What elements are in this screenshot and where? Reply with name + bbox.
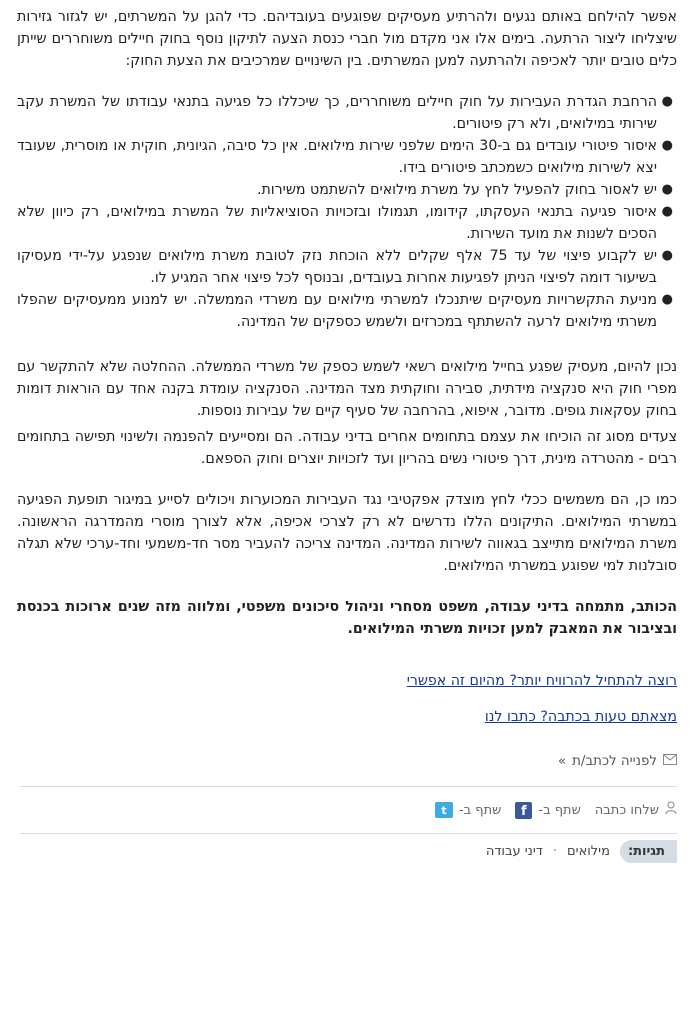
bullet-icon: ● — [661, 248, 673, 263]
author-bio: הכותב, מתמחה בדיני עבודה, משפט מסחרי וניהול סיכונים משפטי, ומלווה מזה שנים ארוכות בכנסת ובציבור את המאבק למען זכויות משרתי המילואים. — [17, 599, 677, 637]
share-twitter-label: שתף ב- — [458, 802, 502, 818]
send-article-button[interactable] — [595, 801, 677, 819]
tags-label: תגיות: — [620, 840, 677, 863]
share-bar — [17, 787, 677, 833]
bullet-icon: ● — [661, 182, 673, 197]
bullet-icon: ● — [661, 292, 673, 307]
send-article-label: שלחו כתבה — [594, 802, 659, 818]
tags-bar — [17, 834, 677, 868]
paragraph-precedent: צעדים מסוג זה הוכיחו את עצמם בתחומים אחרים בדיני עבודה. הם ומסייעים להפנמה ולשינוי תפישה בתחומים רבים - מהטרדה מינית, דרך פיטורי נשים בהריון ועד לזכויות יוצרים וחוק הספאם. — [17, 429, 677, 467]
list-item: ● איסור פיטורי עובדים גם ב-30 הימים שלפני שירות מילואים. אין כל סיבה, הגיונית, חוקית או מוסרית, שעובד יצא לשירות מילואים כשמכתב פיטורים בידו. — [17, 135, 677, 179]
tag-link[interactable]: דיני עבודה — [485, 843, 543, 859]
person-icon — [665, 801, 677, 819]
paragraph-conclusion: כמו כן, הם משמשים ככלי לחץ מוצדק אפקטיבי נגד העבירות המכוערות ויכולים לסייע במיגור תופעת הפגיעה במשרתי המילואים. התיקונים הללו נדרשים לא רק לצרכי אכיפה, אלא לצורך מוסרי מהמדרגה הראשונה. משרת המילואים מתייצב בגאווה לשירות המדינה. המדינה צריכה להעביר מסר חד-משמעי וחד-ערכי שלא תגלה סובלנות למי שפוגע במשרתי המילואים. — [17, 492, 677, 574]
bullet-icon: ● — [661, 138, 673, 153]
share-facebook-button[interactable] — [515, 802, 580, 819]
list-item: ● הרחבת הגדרת העבירות על חוק חיילים משוחררים, כך שיכללו כל פגיעה בתנאי עבודתו של המשרת עקב שירותי במילואים, ולא רק פיטורים. — [17, 91, 677, 135]
list-item: ● יש לאסור בחוק להפעיל לחץ על משרת מילואים להשתמט משירות. — [17, 179, 677, 201]
envelope-icon — [663, 754, 677, 769]
share-facebook-label: שתף ב- — [538, 802, 581, 818]
law-changes-list — [17, 91, 677, 333]
tag-link[interactable]: מילואים — [567, 843, 610, 859]
double-arrow-icon: » — [557, 753, 567, 769]
bullet-icon: ● — [661, 94, 673, 109]
bullet-icon: ● — [661, 204, 673, 219]
contact-label: לפנייה לכתב/ת — [572, 753, 657, 769]
contact-reporter[interactable] — [17, 748, 677, 774]
share-twitter-button[interactable] — [435, 802, 501, 818]
twitter-icon: t — [435, 802, 453, 818]
report-error-link[interactable]: מצאתם טעות בכתבה? כתבו לנו — [484, 709, 677, 725]
paragraph-intro: אפשר להילחם באותם נגעים ולהרתיע מעסיקים שפוגעים בעובדיהם. כדי להגן על המשרתים, יש לגזור גזירות שיצליחו ליצור הרתעה. בימים אלו אני מקדם מול חברי כנסת הצעה לתיקון נוסף בחוק חיילים משוחררים שייתן כלים טובים יותר לאכיפה ולהרתעה למען המשרתים. בין השינויים שמרכיבים את הצעת החוק: — [17, 9, 677, 69]
tag-separator: · — [552, 843, 558, 859]
list-item: ● איסור פגיעה בתנאי העסקתו, קידומו, תגמולו ובזכויות הסוציאליות של המשרת במילואים, רק כיוון שלא הסכים לשנות את מועד השירות. — [17, 201, 677, 245]
list-item: ● יש לקבוע פיצוי של עד 75 אלף שקלים ללא הוכחת נזק לטובת משרת מילואים שנפגע על-ידי מעסיקו בשיעור דומה לפיצוי הניתן לפגיעות אחרות בעובדים, ובנוסף לכל פיצוי אחר המגיע לו. — [17, 245, 677, 289]
facebook-icon: f — [515, 802, 532, 819]
earn-more-link[interactable]: רוצה להתחיל להרוויח יותר? מהיום זה אפשרי — [406, 673, 677, 689]
list-item: ● מניעת התקשרויות מעסיקים שיתנכלו למשרתי מילואים עם משרדי הממשלה. יש למנוע ממעסיקים שהפלו משרתי מילואים לרעה להשתתף במכרזים ולשמש כספקים של המדינה. — [17, 289, 677, 333]
paragraph-sanction: נכון להיום, מעסיק שפגע בחייל מילואים רשאי לשמש כספק של משרדי הממשלה. ההחלטה שלא להתקשר עם מפרי חוק היא סנקציה מידתית, סבירה וחוקתית מצד המדינה. הסנקציה עומדת בקנה אחד עם הוראות דומות בחוק עסקאות גופים. מדובר, איפוא, בהרחבה של סעיף קיים של עבירות נוספות. — [17, 359, 677, 419]
article-body — [17, 0, 677, 868]
